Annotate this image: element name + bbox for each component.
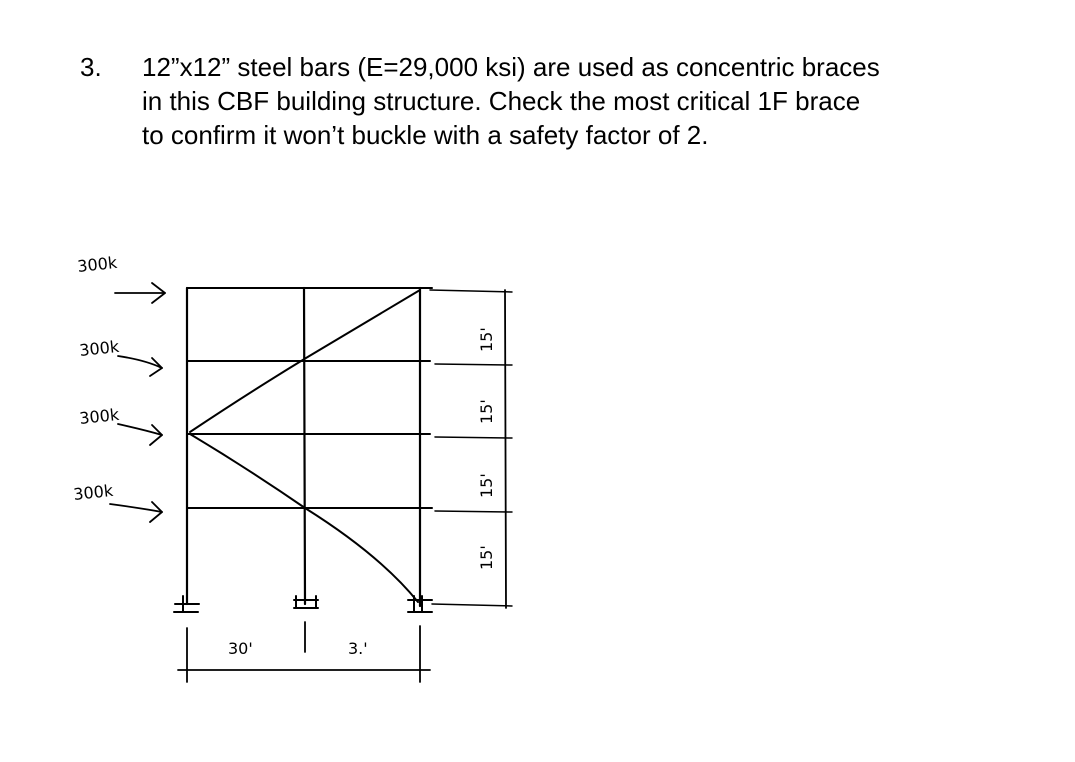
column-middle: [304, 288, 305, 604]
bay-width-label-2: 3.': [348, 639, 368, 658]
bay-width-label-1: 30': [228, 639, 253, 658]
load-label-level-2: 300k: [78, 404, 121, 428]
height-dimension-line: [505, 290, 506, 608]
load-arrow-level-2: [118, 424, 162, 445]
load-label-level-1: 300k: [72, 480, 115, 504]
height-tick-3: [435, 364, 512, 365]
load-arrow-level-3: [118, 356, 162, 376]
height-tick-roof: [430, 290, 512, 292]
story-height-label-3: 15': [477, 399, 496, 424]
load-label-roof: 300k: [76, 252, 119, 276]
problem-line-2: in this CBF building structure. Check the most critical 1F brace: [142, 86, 861, 116]
brace-2f: [190, 434, 305, 508]
problem-line-3: to confirm it won’t buckle with a safety factor of 2.: [142, 120, 709, 150]
problem-number: 3.: [80, 52, 102, 82]
load-arrow-level-1: [110, 502, 162, 522]
load-arrow-roof: [115, 283, 165, 303]
problem-line-1: 12”x12” steel bars (E=29,000 ksi) are used as concentric braces: [142, 52, 880, 82]
height-tick-1: [435, 511, 512, 512]
load-label-level-3: 300k: [78, 336, 121, 360]
height-tick-2: [435, 437, 512, 438]
brace-1f: [305, 508, 418, 602]
story-height-label-4: 15': [477, 327, 496, 352]
story-height-label-2: 15': [477, 473, 496, 498]
story-height-label-1: 15': [477, 545, 496, 570]
height-tick-base: [432, 604, 512, 606]
